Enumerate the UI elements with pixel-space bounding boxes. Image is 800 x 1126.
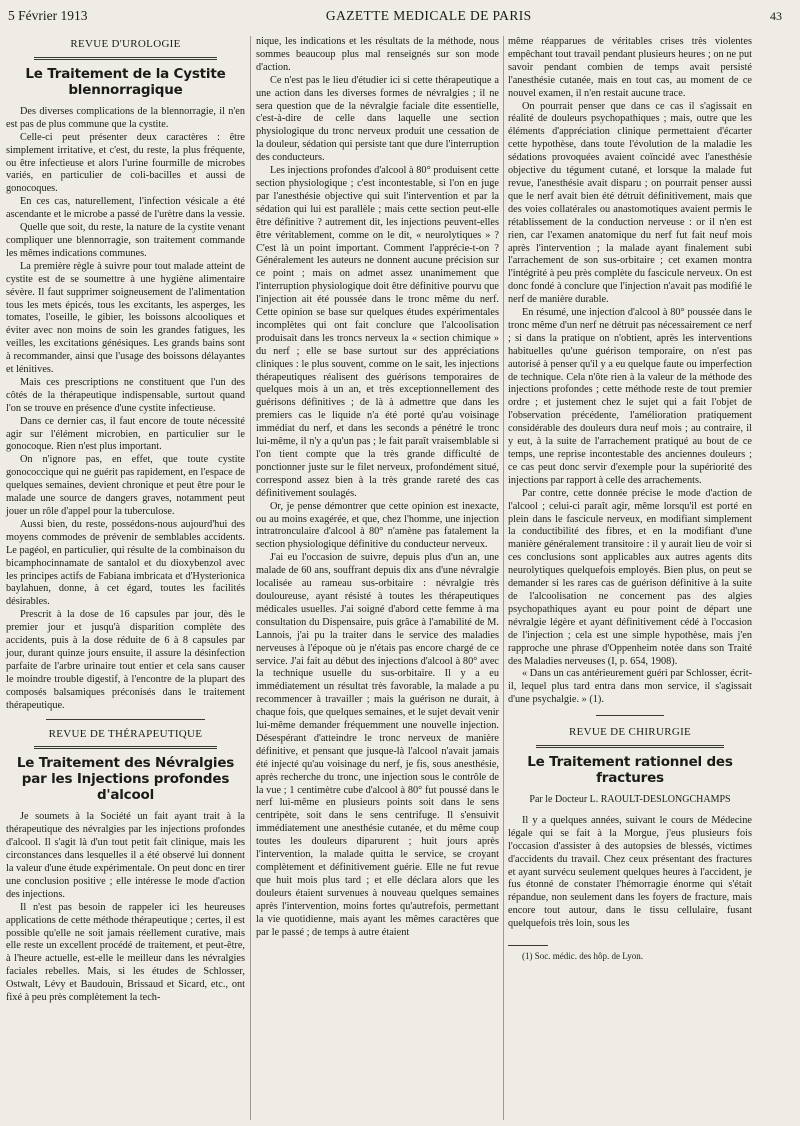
- paragraph: Prescrit à la dose de 16 capsules par jour, dès le premier jour et jusqu'à disparition complète des accidents, puis à la dose réduite de 6 à 8 capsules par jour, durant quinze jours ensuite, il assure la désinfection parfaite de l'arbre urinaire tout entier et cela sans causer le moindre trouble digestif, à l'encontre de la plupart des composés balsamiques préconisés dans le traitement thérapeutique.: [6, 609, 245, 711]
- column-3: [508, 36, 752, 963]
- section-rule: [34, 746, 217, 749]
- article-title-line: par les Injections profondes d'alcool: [21, 771, 230, 804]
- section-rule: [596, 715, 664, 716]
- byline: Par le Docteur L. RAOULT-DESLONGCHAMPS: [529, 794, 731, 806]
- paragraph: Ce n'est pas le lieu d'étudier ici si cette thérapeutique a une action dans les diverses formes de névralgies ; il ne sera question que de la névralgie faciale dite essentielle, c'est-à-dire de celle dans laquelle une section physiologique du tronc nerveux produit une cessation de la douleur, sédation qui persiste tant que dure l'interruption des conducteurs.: [256, 74, 499, 164]
- paragraph: Aussi bien, du reste, possédons-nous aujourd'hui des moyens commodes de prévenir de semblables accidents. Le pagéol, en particulier, qui résulte de la combinaison du bicamphocinnamate de santalol et du dioxybenzol avec les principes actifs de Fabiana imbricata et d'Hysterionica baylahuen, donne, à cet égard, toutes les facilités désirables.: [6, 518, 245, 608]
- article-body: [6, 811, 245, 1005]
- running-head: [8, 8, 782, 26]
- paragraph: Des diverses complications de la blennorragie, il n'en est pas de plus commune que la cystite.: [6, 105, 245, 130]
- paragraph: même réapparues de véritables crises très violentes empêchant tout travail pendant plusieurs heures ; on ne put savoir pendant combien de temps avait persisté l'anesthésie cutanée, mais en tout cas, au moment de ce nouvel examen, il n'en restait aucune trace.: [508, 36, 752, 99]
- paragraph: La première règle à suivre pour tout malade atteint de cystite est de se soumettre à une hygiène alimentaire sévère. Il faut supprimer soigneusement de l'alimentation tous les mets épicés, tous les excitants, les asperges, les tomates, l'oseille, le gibier, les boissons alcooliques et éviter avec non moins de soin les grandes fatigues, les veilles, les excitations génésiques. Les grands bains sont à recommander, ainsi que l'usage des boissons délayantes et lénitives.: [6, 260, 245, 376]
- issue-date: 5 Février 1913: [8, 8, 88, 23]
- article-body: [6, 106, 245, 713]
- article-title: Le Traitement rationnel des fractures: [527, 754, 733, 787]
- column-divider: [503, 36, 504, 1120]
- paragraph: « Dans un cas antérieurement guéri par Schlosser, écrit-il, lequel plus tard entra dans mon service, il s'agissait d'une psychalgie. » (1).: [508, 668, 752, 706]
- article-title: [6, 755, 245, 803]
- paragraph: Or, je pense démontrer que cette opinion est inexacte, ou au moins exagérée, et que, chez l'homme, une injection intratronculaire d'alcool à 80° n'amène pas fatalement la section physiologique définitive du conducteur nerveux.: [256, 500, 499, 551]
- section-heading: REVUE DE CHIRURGIE: [568, 726, 692, 739]
- paragraph: Quelle que soit, du reste, la nature de la cystite venant compliquer une blennorragie, son traitement commande les mêmes indications communes.: [6, 222, 245, 259]
- section-rule: [46, 719, 205, 720]
- section-heading: REVUE DE THÉRAPEUTIQUE: [48, 727, 203, 740]
- footnote: (1) Soc. médic. des hôp. de Lyon.: [522, 951, 643, 962]
- section-rule: [536, 745, 724, 748]
- journal-title: GAZETTE MEDICALE DE PARIS: [325, 8, 532, 23]
- paragraph: Celle-ci peut présenter deux caractères : être simplement irritative, et c'est, du reste, la plus fréquente, ou être infectieuse et alors l'urine fourmille de microbes variés, en particulier de coli-bacilles et aussi de gonocoques.: [6, 131, 245, 195]
- paragraph: Il n'est pas besoin de rappeler ici les heureuses applications de cette méthode thérapeutique ; certes, il est possible qu'elle ne soit jamais réellement curative, mais elle reste un excellent procédé de traitement, et peut-être, à l'heure actuelle, est-elle le meilleur dans les névralgies faciales rebelles. Mais, si les études de Schlosser, Ostwalt, Lévy et Baudouin, Brissaud et Sicard, etc., ont fixé à peu près complètement la tech-: [6, 901, 245, 1004]
- paragraph: Par contre, cette donnée précise le mode d'action de l'alcool ; celui-ci paraît agir, même lorsqu'il est porté en plein dans le fascicule nerveux, en modifiant simplement la conductibilité des fibres, et en la modifiant d'une manière généralement transitoire : il y aurait lieu de voir si ces conclusions sont applicables aux autres agents dits neurolytiques quelquefois employés. Bien plus, on peut se demander si les rares cas de guérison définitive à la suite de l'alcoolisation ne concernent pas des algies psychopathiques ayant eu pour point de départ une névralgie légère et ayant définitivement cédé à l'occasion de l'injection ; cela est une simple hypothèse, mais j'en rapproche une phrase d'Oppenheim notée dans son Traité des Maladies nerveuses (I, p. 654, 1908).: [508, 487, 752, 667]
- paragraph: En ces cas, naturellement, l'infection vésicale a été ascendante et le microbe a passé de l'urètre dans la vessie.: [6, 196, 245, 221]
- column-2: [256, 36, 499, 939]
- article-title-line: Le Traitement des Névralgies: [16, 755, 235, 772]
- paragraph: Il y a quelques années, suivant le cours de Médecine légale qui se fait à la Morgue, j'eus plusieurs fois l'occasion d'assister à des autopsies de blessés, victimes d'accidents du travail. Chez ceux présentant des fractures et ayant survécu seulement quelques heures à l'accident, je fus étonné de constater l'hémorragie énorme qui s'était répandue, non seulement dans les foyers de fracture, mais encore tout autour, dans le tissu cellulaire, fusant quelquefois très loin, sous les: [508, 814, 752, 930]
- paragraph: Mais ces prescriptions ne constituent que l'un des côtés de la thérapeutique indispensable, surtout quand l'on se trouve en présence d'une cystite infectieuse.: [6, 376, 245, 414]
- column-1: [6, 36, 245, 1005]
- page-number: 43: [769, 9, 782, 23]
- paragraph: On n'ignore pas, en effet, que toute cystite gonococcique qui ne guérit pas rapidement, en l'espace de quelques semaines, devient chronique et peut être pour le malade une source de dangers graves, notamment peut jouer un rôle d'appel pour la tuberculose.: [6, 454, 245, 517]
- paragraph: nique, les indications et les résultats de la méthode, nous sommes beaucoup plus mal renseignés sur son mode d'action.: [256, 36, 499, 73]
- section-heading: REVUE D'UROLOGIE: [70, 38, 181, 50]
- paragraph: Je soumets à la Société un fait ayant trait à la thérapeutique des névralgies par les injections profondes d'alcool. Il s'agit là d'un tout petit fait clinique, mais les circonstances dans lesquelles il a été observé lui donnent la valeur d'une étude expérimentale. On peut donc en tirer une conclusion positive ; elle intéresse le mode d'action des injections.: [6, 811, 245, 900]
- paragraph: Les injections profondes d'alcool à 80° produisent cette section physiologique ; c'est incontestable, si l'on en juge par l'anesthésie objective qui suit l'intervention et par la sédation qui lui est parallèle ; mais cette section peut-elle être définitive ? autrement dit, les injections peuvent-elles être véritablement, comme on le dit, « neurolytiques » ? C'est là un point important. Comment l'apprécie-t-on ? Généralement les auteurs ne donnent aucune précision sur ce point ; mais on admet assez unanimement que l'interruption physiologique doit être définitive pourvu que l'injection ait été poussée dans le tronc même du nerf. Cette opinion se base sur quelques études expérimentales incomplètes qui ont fait conclure que l'alcoolisation produisait dans les troncs nerveux la « section chimique » du nerf ; elle se base surtout sur des appréciations cliniques : le plus souvent, comme on le sait, les injections thérapeutiques réalisent des guérisons temporaires de quelques mois à un an, et très exceptionnellement des guérisons définitives ; de là à admettre que dans les premiers cas le liquide n'a été porté qu'au voisinage immédiat du nerf, et dans les seconds a pénétré le tronc lui-même, il n'y a qu'un pas ; le fait paraît vraisemblable si l'on tient compte que la très grande difficulté de ponctionner juste sur le filet nerveux, profondément situé, correspond assez bien à la très grande rareté des cas définitivement soulagés.: [256, 165, 499, 499]
- paragraph: J'ai eu l'occasion de suivre, depuis plus d'un an, une malade de 60 ans, souffrant depuis dix ans d'une névralgie localisée au rameau sus-orbitaire : névralgie très douloureuse, ayant résisté à toutes les thérapeutiques médicales usuelles. J'ai soigné d'abord cette femme à ma consultation du Dispensaire, puis grâce à l'amabilité de M. Lannois, j'ai pu la traiter dans le service des maladies nerveuses à l'époque où je n'étais pas encore chargé de ce service. J'ai fait au début des injections d'alcool à 80° avec la technique usuelle du sus-orbitaire. Il y a eu immédiatement un résultat très favorable, la malade a pu recommencer à travailler ; mais la guérison ne durait, à chaque fois, que quelques semaines, et le sujet devait venir lui-même demander fréquemment une nouvelle injection. Désespérant d'atteindre le tronc nerveux de manière définitive, et pensant que jusque-là l'alcool n'avait jamais été injecté qu'au voisinage du nerf, je fis, sous anesthésie, après recherche du tronc, une injection sous le contrôle de la vue ; 1 centimètre cube d'alcool à 80° fut poussé dans le nerf lui-même en plusieurs points soit dans le sens centripète, soit dans le sens centrifuge. Il s'ensuivit immédiatement une anesthésie cutanée, et du même coup toutes les douleurs diparurent ; huit jours après l'intervention, la malade quitta le service, se croyant complètement et définitivement guérie. Elle ne fut revue que huit mois plus tard ; et elle déclara alors que les douleurs étaient survenues à nouveau quelques semaines après l'intervention, moins fortes qu'autrefois, permettant la vie quotidienne, mais ayant les mêmes caractères que par le passé ; de temps à autre étaient: [256, 552, 499, 938]
- paragraph: En résumé, une injection d'alcool à 80° poussée dans le tronc même d'un nerf ne détruit pas nécessairement ce nerf ; si dans la pratique on n'obtient, après les interventions habituelles qu'une guérison temporaire, on n'est pas autorisé à penser qu'il y a eu quelque faute ou imperfection de technique. Cela n'ôte rien à la valeur de la méthode des injections profondes ; cette méthode reste de tout premier ordre ; et justement chez le sujet qui a fait l'objet de l'observation précédente, l'amélioration pratiquement considérable des douleurs dura neuf mois ; au contraire, il y eut, à la suite de l'arrachement pratiqué au bout de ce temps, une reprise incontestable des anciennes douleurs ; ce cas peut donc servir d'exemple pour la supériorité des injections par rapport à celle des arrachements.: [508, 307, 752, 486]
- paragraph: On pourrait penser que dans ce cas il s'agissait en réalité de douleurs psychopathiques ; mais, outre que les éléments d'appréciation clinique permettaient d'écarter cette hypothèse, dans toute l'évolution de la maladie les sédations provoquées avaient coïncidé avec l'anesthésie objective du tégument cutané, et lorsque la malade fut revue, l'anesthésie avait disparu ; on pourrait penser aussi que le nerf avait bien été détruit définitivement, mais que des voies collatérales ou anastomotiques avaient permis le rétablissement de la conduction nerveuse : or il n'en est rien, car l'examen anatomique du nerf fut fait neuf mois après l'intervention ; la malade ayant finalement subi l'arrachement de son sus-orbitaire ; cet examen montra l'intégrité à peu près complète du fascicule nerveux. On est donc fondé à conclure que l'injection n'avait pas modifié le nerf de manière durable.: [508, 100, 752, 306]
- article-title: Le Traitement de la Cystite blennorragique: [25, 65, 226, 98]
- column-divider: [250, 36, 251, 1120]
- section-rule: [34, 57, 217, 60]
- paragraph: Dans ce dernier cas, il faut encore de toute nécessité agir sur l'élément microbien, en particulier sur le gonocoque. Rien n'est plus important.: [6, 415, 245, 453]
- footnote-rule: [508, 945, 548, 946]
